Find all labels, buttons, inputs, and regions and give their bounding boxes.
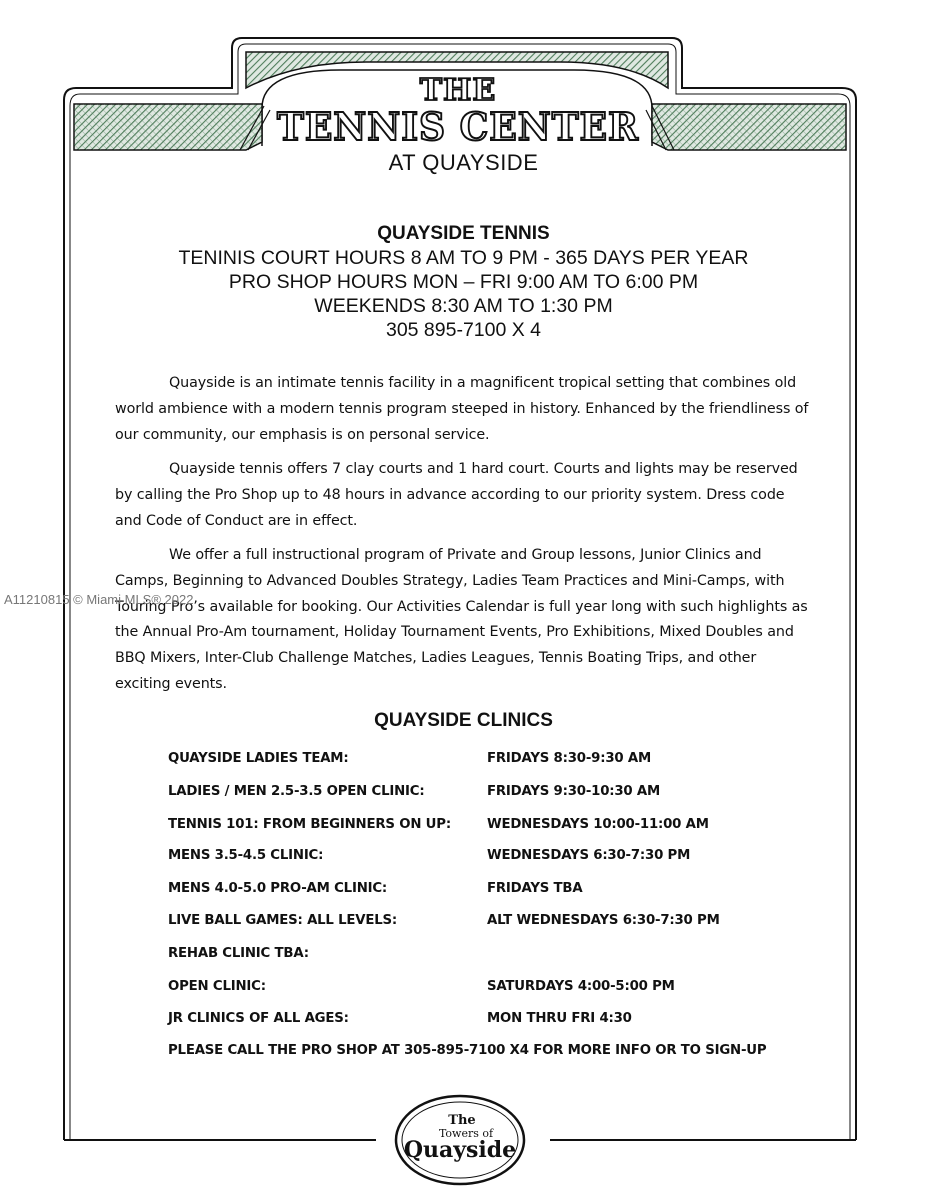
clinic-row (168, 979, 868, 1003)
call-to-action: PLEASE CALL THE PRO SHOP AT 305-895-7100 X4 FOR MORE INFO OR TO SIGN-UP (168, 1043, 767, 1058)
clinic-row (168, 784, 868, 808)
towers-of-quayside-logo (396, 1096, 524, 1184)
paragraph-courts: Quayside tennis offers 7 clay courts and 1 hard court. Courts and lights may be reserved by calling the Pro Shop up to 48 hours in advance according to our priority system. Dress code and Code of Conduct are in effect. (115, 461, 798, 529)
clinic-row (168, 881, 868, 905)
clinic-row (168, 751, 868, 775)
clinic-name: LADIES / MEN 2.5-3.5 OPEN CLINIC: (168, 784, 425, 799)
clinic-name: MENS 3.5-4.5 CLINIC: (168, 848, 324, 863)
clinic-time: WEDNESDAYS 10:00-11:00 AM (487, 817, 709, 832)
hours-title: QUAYSIDE TENNIS (377, 223, 550, 244)
clinic-row (168, 848, 868, 872)
court-hours: TENINIS COURT HOURS 8 AM TO 9 PM - 365 DAYS PER YEAR (178, 247, 749, 269)
clinic-row (168, 817, 868, 841)
clinic-time: SATURDAYS 4:00-5:00 PM (487, 979, 675, 994)
header-the: THE (419, 73, 497, 108)
clinic-name: TENNIS 101: FROM BEGINNERS ON UP: (168, 817, 451, 832)
logo-line1: The (448, 1113, 476, 1128)
clinic-time: ALT WEDNESDAYS 6:30-7:30 PM (487, 913, 720, 928)
clinic-name: LIVE BALL GAMES: ALL LEVELS: (168, 913, 398, 928)
pro-shop-hours: PRO SHOP HOURS MON – FRI 9:00 AM TO 6:00 PM (228, 271, 699, 293)
phone-number: 305 895-7100 X 4 (385, 319, 542, 341)
clinic-name: MENS 4.0-5.0 PRO-AM CLINIC: (168, 881, 388, 896)
header-at-quayside: AT QUAYSIDE (388, 150, 539, 175)
clinic-name: JR CLINICS OF ALL AGES: (168, 1011, 349, 1026)
hours-block (0, 222, 927, 342)
paragraph-intro: Quayside is an intimate tennis facility in a magnificent tropical setting that combines old world ambience with a modern tennis program steeped in history. Enhanced by the friendliness of our community, our emphasis is on personal service. (115, 375, 809, 443)
header-tennis-center: TENNIS CENTER (277, 104, 639, 149)
clinic-time: FRIDAYS 8:30-9:30 AM (487, 751, 651, 766)
clinic-name: REHAB CLINIC TBA: (168, 946, 309, 961)
clinic-time: FRIDAYS TBA (487, 881, 583, 896)
clinic-row (168, 1011, 868, 1035)
clinics-title: QUAYSIDE CLINICS (374, 710, 553, 731)
clinic-time: MON THRU FRI 4:30 (487, 1011, 632, 1026)
clinic-time: WEDNESDAYS 6:30-7:30 PM (487, 848, 691, 863)
weekend-hours: WEEKENDS 8:30 AM TO 1:30 PM (314, 295, 613, 317)
logo-line2: Towers of (438, 1127, 494, 1140)
paragraph-programs: We offer a full instructional program of Private and Group lessons, Junior Clinics and Camps, Beginning to Advanced Doubles Strategy, Ladies Team Practices and Mini-Camps, with Touring Pro’s available for booking. Our Activities Calendar is full year long with such highlights as the Annual Pro-Am tournament, Holiday Tournament Events, Pro Exhibitions, Mixed Doubles and BBQ Mixers, Inter-Club Challenge Matches, Ladies Leagues, Tennis Boating Trips, and other exciting events. (115, 547, 808, 692)
clinic-row (168, 946, 868, 970)
mls-watermark: A11210815 © Miami MLS® 2022 (4, 592, 194, 607)
clinic-time: FRIDAYS 9:30-10:30 AM (487, 784, 661, 799)
clinic-row (168, 913, 868, 937)
logo-line3: Quayside (403, 1137, 517, 1163)
clinic-name: QUAYSIDE LADIES TEAM: (168, 751, 349, 766)
clinic-name: OPEN CLINIC: (168, 979, 266, 994)
